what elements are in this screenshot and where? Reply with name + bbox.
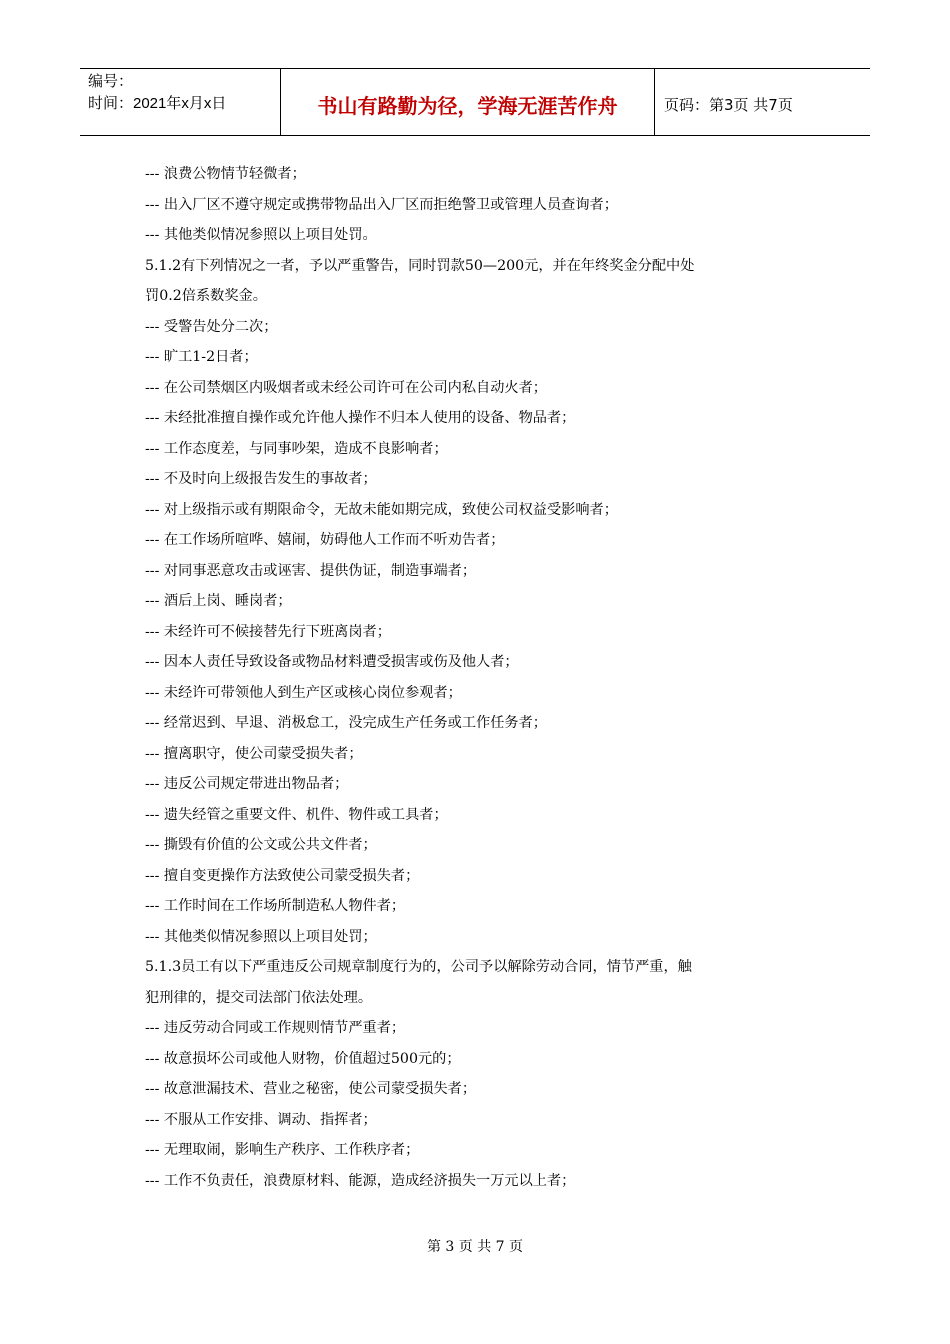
text-line: --- 经常迟到、早退、消极怠工，没完成生产任务或工作任务者； — [145, 715, 547, 731]
text-line: --- 对上级指示或有期限命令，无故未能如期完成，致使公司权益受影响者； — [145, 501, 618, 518]
text-line: --- 浪费公物情节轻微者； — [145, 166, 306, 182]
text-line: --- 工作态度差，与同事吵架，造成不良影响者； — [145, 440, 448, 457]
text-line: --- 未经许可带领他人到生产区或核心岗位参观者； — [145, 684, 462, 701]
text-line: --- 出入厂区不遵守规定或携带物品出入厂区而拒绝警卫或管理人员查询者； — [145, 196, 618, 213]
text-line: 犯刑律的，提交司法部门依法处理。 — [145, 989, 373, 1006]
text-line: --- 擅自变更操作方法致使公司蒙受损失者； — [145, 867, 420, 884]
text-line: --- 其他类似情况参照以上项目处罚； — [145, 928, 377, 945]
text-line: --- 不服从工作安排、调动、指挥者； — [145, 1111, 377, 1128]
text-line: --- 遗失经管之重要文件、机件、物件或工具者； — [145, 806, 448, 823]
document-date: 时间：2021年x月x日 — [88, 95, 227, 112]
text-line: --- 违反公司规定带进出物品者； — [145, 776, 349, 792]
text-line: --- 违反劳动合同或工作规则情节严重者； — [145, 1020, 406, 1036]
text-line: --- 未经批准擅自操作或允许他人操作不归本人使用的设备、物品者； — [145, 410, 576, 426]
text-line: --- 受警告处分二次； — [145, 318, 278, 335]
text-line: --- 在公司禁烟区内吸烟者或未经公司许可在公司内私自动火者； — [145, 379, 547, 396]
text-line: 5.1.2有下列情况之一者，予以严重警告，同时罚款50—200元，并在年终奖金分配中处 — [145, 257, 695, 274]
text-line: --- 擅离职守，使公司蒙受损失者； — [145, 745, 363, 762]
text-line: --- 旷工1-2日者； — [145, 349, 258, 365]
text-line: --- 工作时间在工作场所制造私人物件者； — [145, 898, 406, 914]
page-footer: 第 3 页 共 7 页 — [426, 1239, 524, 1255]
text-line: --- 在工作场所喧哗、嬉闹，妨碍他人工作而不听劝告者； — [145, 532, 505, 548]
text-line: --- 因本人责任导致设备或物品材料遭受损害或伤及他人者； — [145, 654, 519, 670]
text-line: --- 不及时向上级报告发生的事故者； — [145, 471, 377, 487]
text-line: 5.1.3员工有以下严重违反公司规章制度行为的，公司予以解除劳动合同，情节严重，触 — [145, 959, 692, 975]
text-line: --- 故意损坏公司或他人财物，价值超过500元的； — [145, 1050, 461, 1067]
text-line: --- 撕毁有价值的公文或公共文件者； — [145, 837, 377, 853]
text-line: --- 对同事恶意攻击或诬害、提供伪证，制造事端者； — [145, 562, 477, 579]
text-line: --- 无理取闹，影响生产秩序、工作秩序者； — [145, 1142, 420, 1158]
text-line: --- 工作不负责任，浪费原材料、能源，造成经济损失一万元以上者； — [145, 1172, 576, 1189]
text-line: --- 故意泄漏技术、营业之秘密，使公司蒙受损失者； — [145, 1081, 477, 1097]
text-line: --- 其他类似情况参照以上项目处罚。 — [145, 227, 377, 243]
header-motto: 书山有路勤为径，学海无涯苦作舟 — [281, 69, 655, 135]
text-line: 罚0.2倍系数奖金。 — [145, 288, 267, 304]
page-header — [80, 68, 870, 136]
text-line: --- 酒后上岗、睡岗者； — [145, 593, 292, 609]
document-number-label: 编号： — [88, 73, 134, 90]
header-meta — [80, 69, 281, 135]
text-line: --- 未经许可不候接替先行下班离岗者； — [145, 623, 391, 640]
document-body — [145, 159, 815, 1196]
header-page-info: 页码：第3页 共7页 — [664, 95, 793, 114]
